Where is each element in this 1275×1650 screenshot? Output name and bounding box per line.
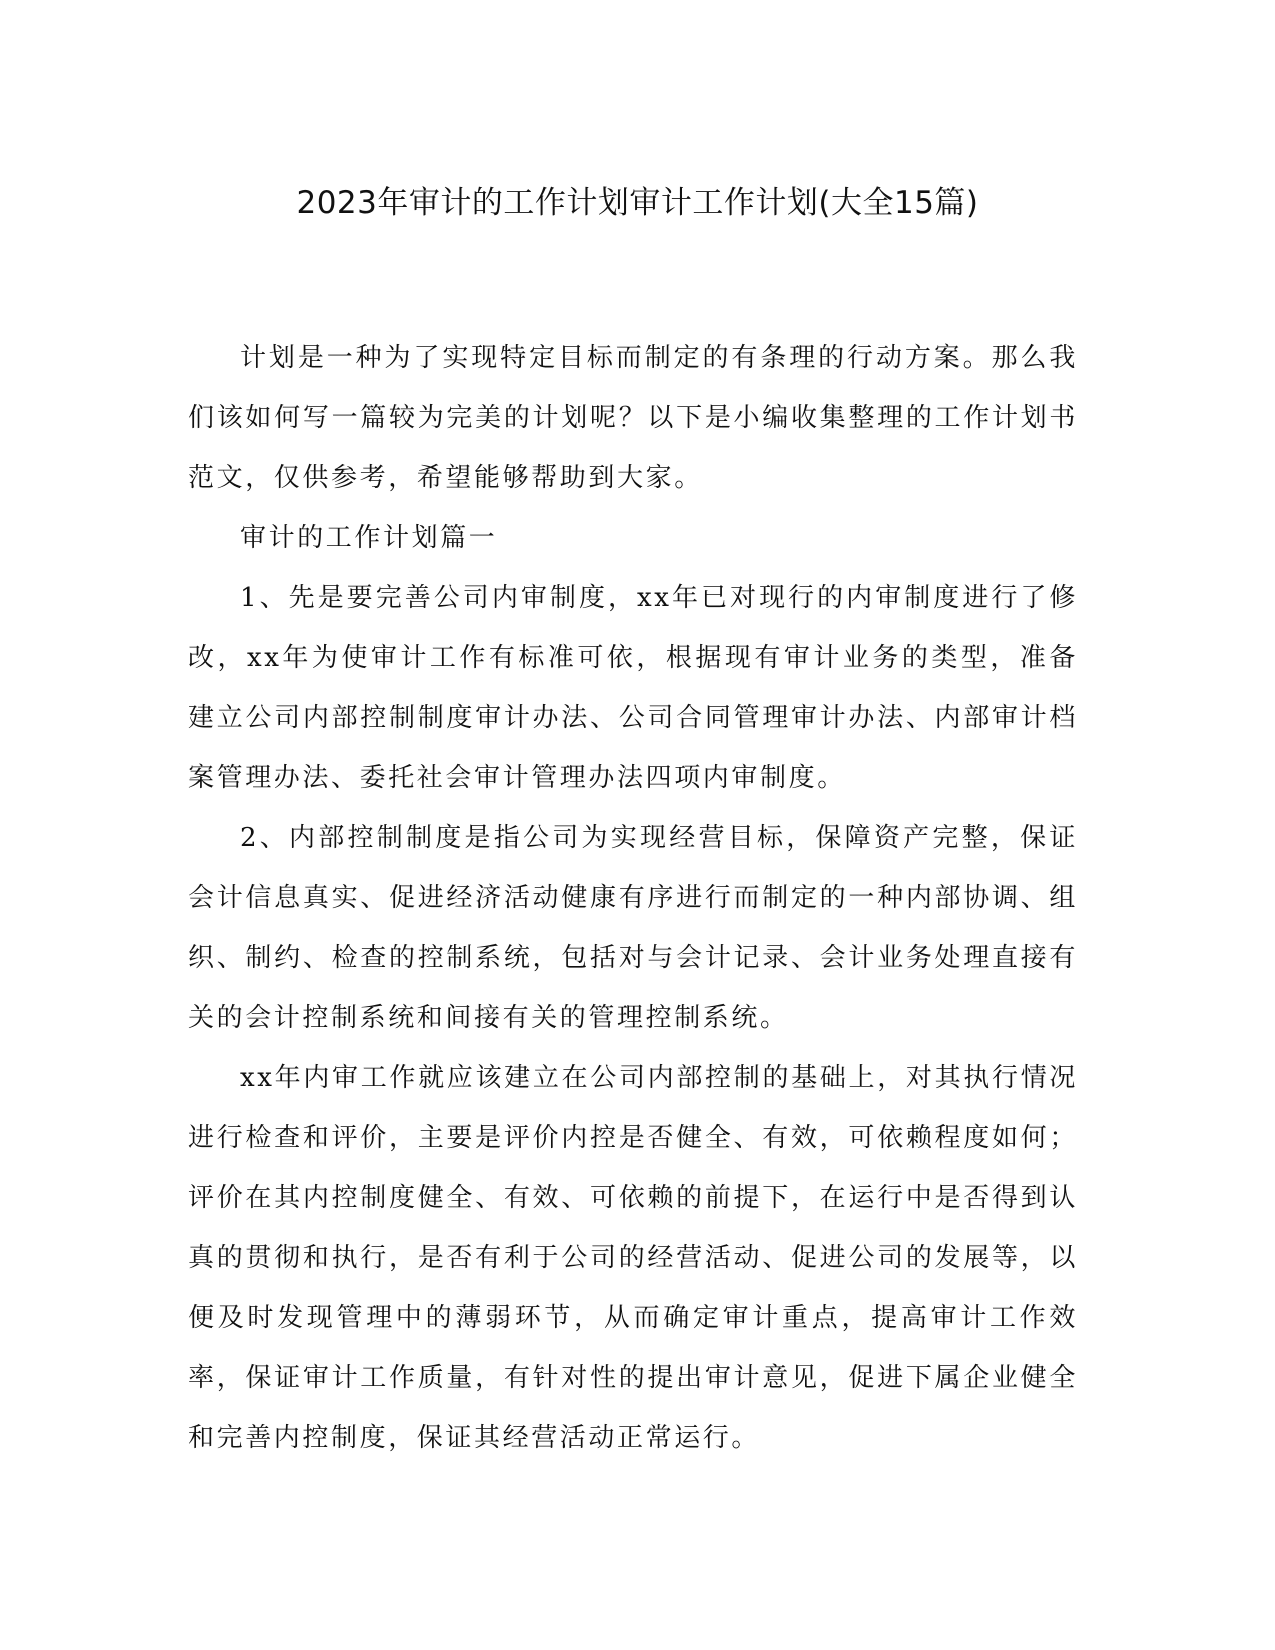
body-paragraph: 1、先是要完善公司内审制度，xx年已对现行的内审制度进行了修改，xx年为使审计工作有标准可依，根据现有审计业务的类型，准备建立公司内部控制制度审计办法、公司合同管理审计办法、内部审计档案管理办法、委托社会审计管理办法四项内审制度。 (188, 583, 1078, 793)
document-body (188, 328, 1078, 1468)
section-heading: 审计的工作计划篇一 (240, 523, 498, 553)
intro-paragraph: 计划是一种为了实现特定目标而制定的有条理的行动方案。那么我们该如何写一篇较为完美的计划呢？以下是小编收集整理的工作计划书范文，仅供参考，希望能够帮助到大家。 (188, 343, 1078, 493)
body-paragraph: 2、内部控制制度是指公司为实现经营目标，保障资产完整，保证会计信息真实、促进经济活动健康有序进行而制定的一种内部协调、组织、制约、检查的控制系统，包括对与会计记录、会计业务处理直接有关的会计控制系统和间接有关的管理控制系统。 (188, 823, 1078, 1033)
body-paragraph: xx年内审工作就应该建立在公司内部控制的基础上，对其执行情况进行检查和评价，主要是评价内控是否健全、有效，可依赖程度如何；评价在其内控制度健全、有效、可依赖的前提下，在运行中是否得到认真的贯彻和执行，是否有利于公司的经营活动、促进公司的发展等，以便及时发现管理中的薄弱环节，从而确定审计重点，提高审计工作效率，保证审计工作质量，有针对性的提出审计意见，促进下属企业健全和完善内控制度，保证其经营活动正常运行。 (188, 1063, 1078, 1453)
document-title: 2023年审计的工作计划审计工作计划(大全15篇) (296, 185, 979, 221)
